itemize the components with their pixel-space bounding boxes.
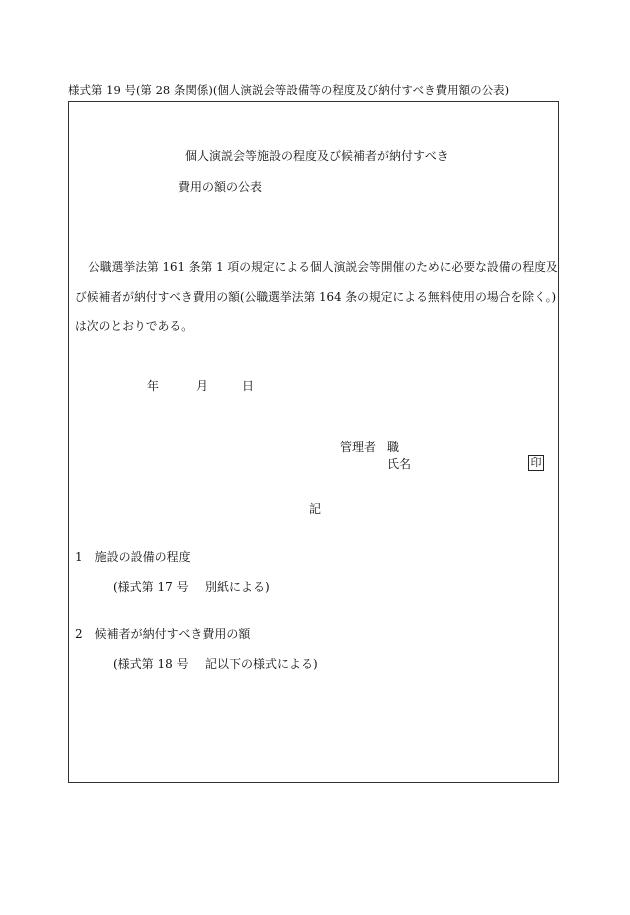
item-2-form-ref: (様式第 18 号 bbox=[113, 657, 189, 671]
item-1-form-ref: (様式第 17 号 bbox=[113, 580, 189, 594]
item-2-heading: 2 候補者が納付すべき費用の額 bbox=[75, 627, 251, 641]
form-title-line-1: 個人演説会等施設の程度及び候補者が納付すべき bbox=[185, 149, 449, 163]
form-header: 様式第 19 号(第 28 条関係)(個人演説会等設備等の程度及び納付すべき費用額の公表) bbox=[68, 83, 510, 97]
body-text-line-1: 公職選挙法第 161 条第 1 項の規定による個人演説会等開催のために必要な設備の程度及 bbox=[88, 260, 558, 274]
date-month-label: 月 bbox=[196, 379, 209, 393]
date-year-label: 年 bbox=[147, 379, 160, 393]
item-2-note: 記以下の様式による) bbox=[205, 657, 318, 671]
seal-icon: 印 bbox=[528, 455, 544, 471]
admin-label: 管理者 bbox=[340, 440, 377, 454]
body-text-line-3: は次のとおりである。 bbox=[75, 319, 193, 333]
form-frame bbox=[68, 101, 559, 783]
item-1-note: 別紙による) bbox=[205, 580, 270, 594]
date-day-label: 日 bbox=[242, 379, 255, 393]
item-1-heading: 1 施設の設備の程度 bbox=[75, 550, 191, 564]
name-label: 氏名 bbox=[387, 457, 412, 471]
post-label: 職 bbox=[387, 440, 400, 454]
form-title-line-2: 費用の額の公表 bbox=[178, 180, 263, 194]
record-label: 記 bbox=[309, 502, 322, 516]
body-text-line-2: び候補者が納付すべき費用の額(公職選挙法第 164 条の規定による無料使用の場合を除く。) bbox=[75, 290, 557, 304]
